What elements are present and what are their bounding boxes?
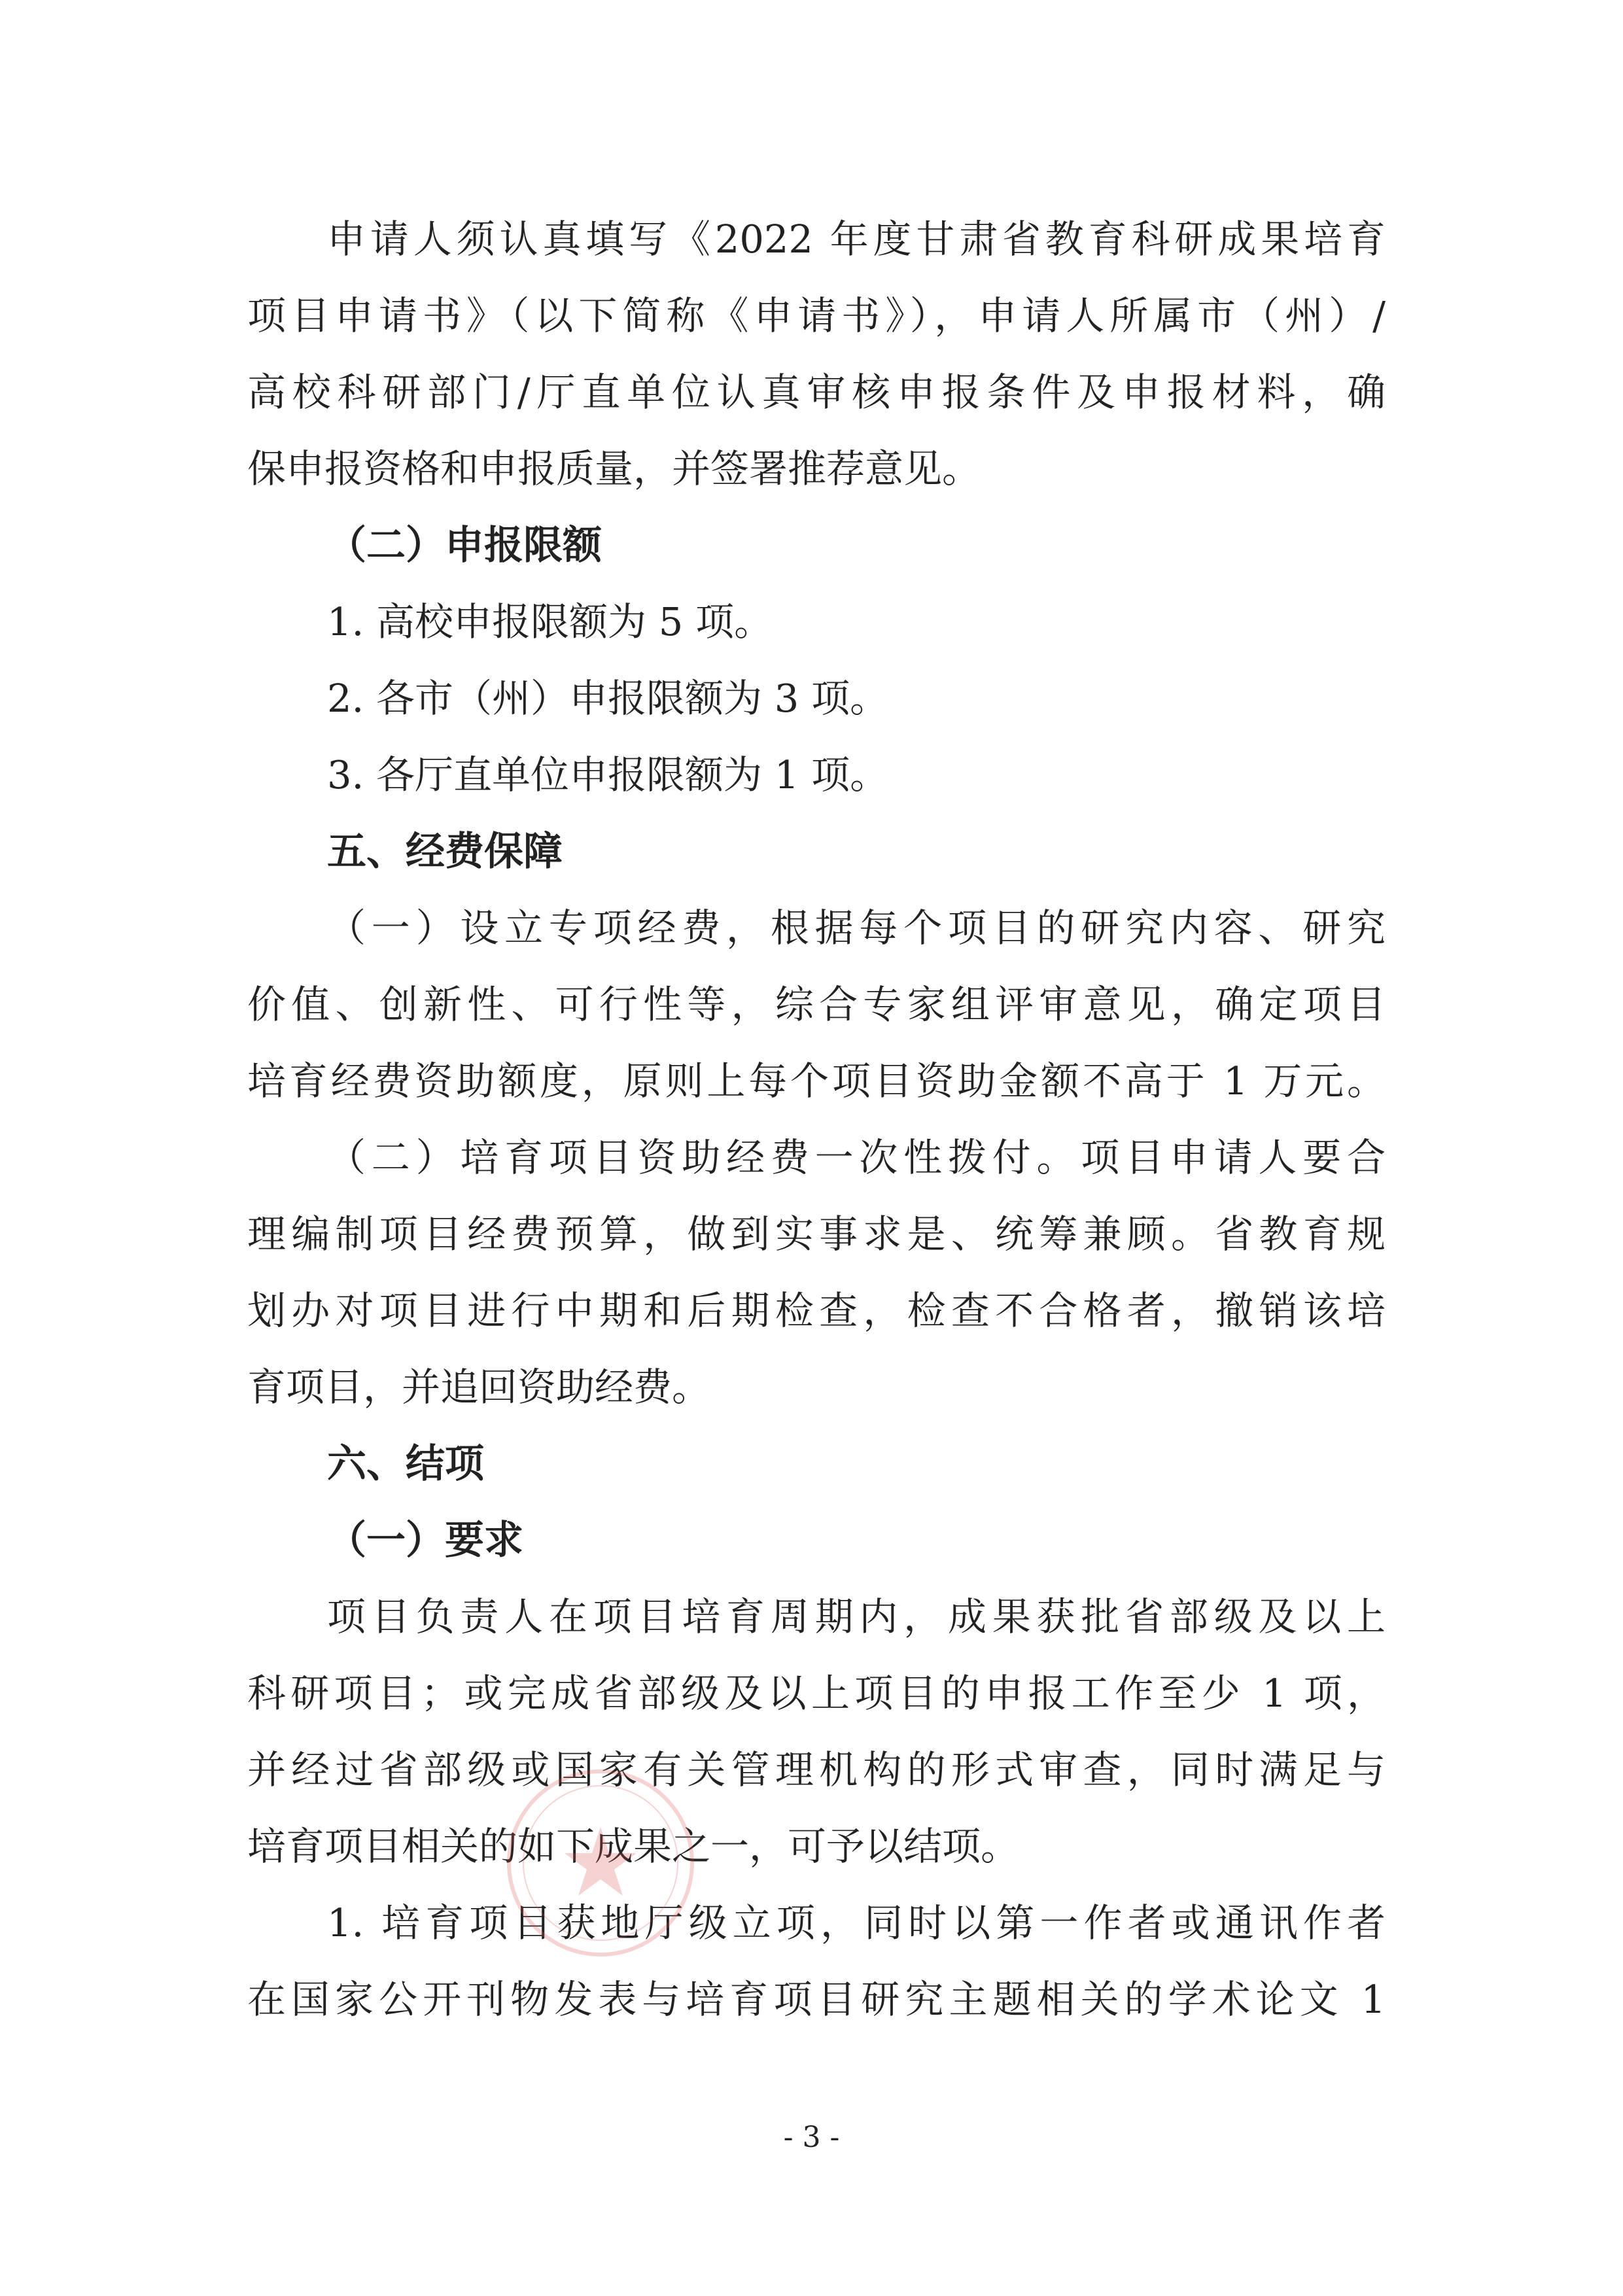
list-item: 1. 高校申报限额为 5 项。 xyxy=(327,599,773,644)
paragraph-line: 并经过省部级或国家有关管理机构的形式审查，同时满足与 xyxy=(247,1747,1386,1792)
subsection-heading: （一）要求 xyxy=(327,1518,523,1563)
paragraph-line: 在国家公开刊物发表与培育项目研究主题相关的学术论文 1 xyxy=(247,1977,1386,2022)
list-item: 3. 各厅直单位申报限额为 1 项。 xyxy=(327,752,889,797)
paragraph-line: 价值、创新性、可行性等，综合专家组评审意见，确定项目 xyxy=(247,982,1386,1027)
list-item: 2. 各市（州）申报限额为 3 项。 xyxy=(327,676,889,721)
paragraph-line: 项目负责人在项目培育周期内，成果获批省部级及以上 xyxy=(327,1594,1386,1639)
page-number: - 3 - xyxy=(783,2121,840,2154)
paragraph-line: 项目申请书》（以下简称《申请书》），申请人所属市（州）/ xyxy=(247,293,1386,338)
paragraph-line: 科研项目；或完成省部级及以上项目的申报工作至少 1 项， xyxy=(247,1671,1386,1716)
paragraph-line: （一）设立专项经费，根据每个项目的研究内容、研究 xyxy=(327,905,1386,950)
paragraph-line: 申请人须认真填写《2022 年度甘肃省教育科研成果培育 xyxy=(327,217,1386,262)
section-heading: 六、结项 xyxy=(327,1441,484,1487)
paragraph-line: 育项目，并追回资助经费。 xyxy=(247,1365,711,1410)
paragraph-line: 划办对项目进行中期和后期检查，检查不合格者，撤销该培 xyxy=(247,1288,1386,1333)
section-heading: 五、经费保障 xyxy=(327,829,563,875)
paragraph-line: 保申报资格和申报质量，并签署推荐意见。 xyxy=(247,446,981,491)
paragraph-line: （二）培育项目资助经费一次性拨付。项目申请人要合 xyxy=(327,1135,1386,1180)
paragraph-line: 理编制项目经费预算，做到实事求是、统筹兼顾。省教育规 xyxy=(247,1211,1386,1257)
paragraph-line: 培育经费资助额度，原则上每个项目资助金额不高于 1 万元。 xyxy=(247,1058,1386,1104)
paragraph-line: 培育项目相关的如下成果之一，可予以结项。 xyxy=(247,1824,1020,1869)
paragraph-line: 1. 培育项目获地厅级立项，同时以第一作者或通讯作者 xyxy=(327,1900,1386,1945)
section-heading: （二）申报限额 xyxy=(327,523,602,568)
paragraph-line: 高校科研部门/厅直单位认真审核申报条件及申报材料，确 xyxy=(247,370,1386,415)
